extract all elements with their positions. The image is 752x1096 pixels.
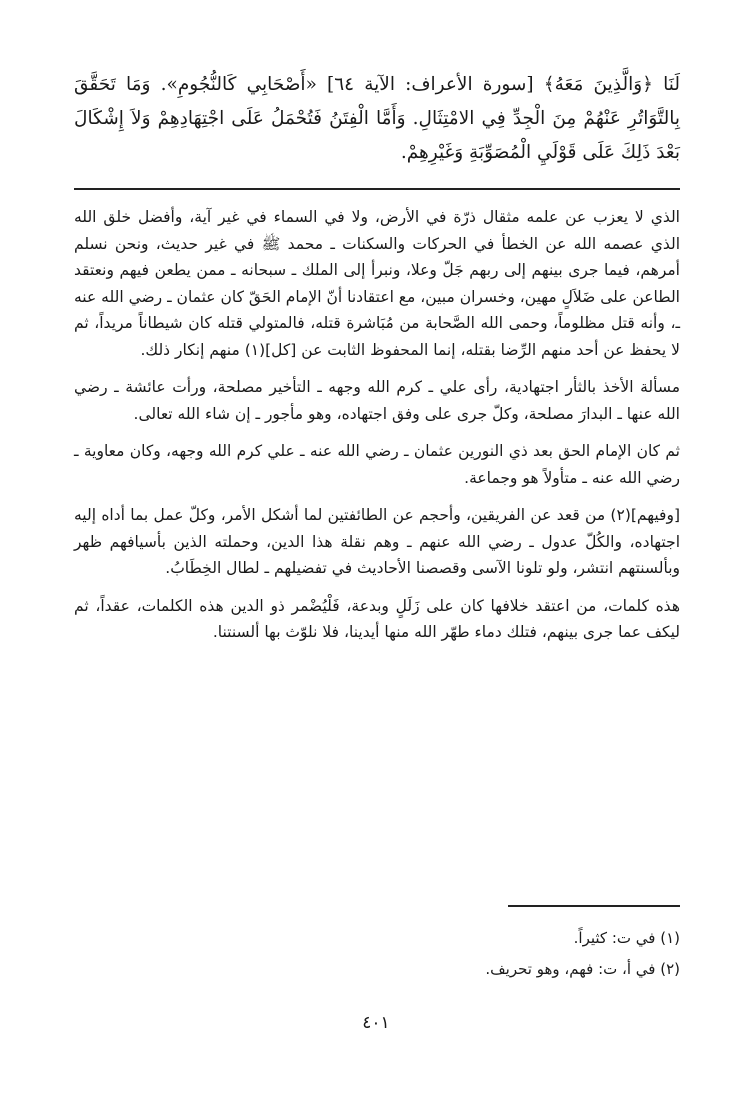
footnote: (٢) في أ، ت: فهم، وهو تحريف. <box>485 960 680 978</box>
commentary-section <box>74 204 680 657</box>
commentary-paragraph: هذه كلمات، من اعتقد خلافها كان على زَلَلٍ وبدعة، فَلْيُضْمر ذو الدين هذه الكلمات، عقداً، ثم ليكف عما جرى بينهم، فتلك دماء طهّر الله منها أيدينا، فلا نلوّث بها ألسنتنا. <box>74 596 680 641</box>
commentary-paragraph: ثم كان الإمام الحق بعد ذي النورين عثمان ـ رضي الله عنه ـ علي كرم الله وجهه، وكان معاوية ـ رضي الله عنه ـ متأولاً هو وجماعة. <box>74 442 680 487</box>
footnote-divider <box>508 905 680 907</box>
footnotes <box>74 923 680 985</box>
commentary-paragraph: الذي لا يعزب عن علمه مثقال ذرّة في الأرض، ولا في السماء في غير آية، وأفضل خلق الله الذي عصمه الله عن الخطأ في الحركات والسكنات ـ محمد ﷺ في غير حديث، ونحن نسلم أمرهم، فيما جرى بينهم إلى ربهم جَلّ وعلا، ونبرأ إلى الملك ـ سبحانه ـ ممن يطعن فيهم ونعتقد الطاعن على ضَلاَلٍ مهين، وخسران مبين، مع اعتقادنا أنّ الإمام الحَقّ كان عثمان ـ رضي الله عنه ـ، وأنه قتل مظلوماً، وحمى الله الصَّحابة من مُبَاشرة قتله، فالمتولي قتله كان شيطاناً مريداً، ثم لا يحفظ عن أحد منهم الرِّضا بقتله، إنما المحفوظ الثابت عن [كل](١) منهم إنكار ذلك. <box>74 208 680 359</box>
commentary-paragraph: [وفيهم](٢) من قعد عن الفريقين، وأحجم عن الطائفتين لما أشكل الأمر، وكلّ عمل بما أداه إليه اجتهاده، والكُلّ عدول ـ رضي الله عنهم ـ وهم نقلة هذا الدين، وحملته الذين بأسيافهم ظهر وبألسنتهم انتشر، ولو تلونا الآسى وقصصنا الأحاديث في تفضيلهم ـ لطال الخِطَابُ. <box>74 506 680 577</box>
footnote: (١) في ت: كثيراً. <box>573 929 680 947</box>
page-number: ٤٠١ <box>362 1013 390 1033</box>
commentary-paragraph: مسألة الأخذ بالثأر اجتهادية، رأى علي ـ كرم الله وجهه ـ التأخير مصلحة، ورأت عائشة ـ رضي الله عنها ـ البدارَ مصلحة، وكلّ جرى على وفق اجتهاده، وهو مأجور ـ إن شاء الله تعالى. <box>74 378 680 423</box>
main-text: لَنَا ﴿وَالَّذِينَ مَعَهُ﴾ [سورة الأعراف: الآية ٦٤] «أَصْحَابِي كَالنُّجُومِ». وَمَا تَحَقَّقَ بِالتَّوَاتُرِ عَنْهُمْ مِنَ الْجِدِّ فِي الامْتِثَالِ. وَأَمَّا الْفِتَنُ فَتُحْمَلُ عَلَى اجْتِهَادِهِمْ وَلاَ إِشْكَالَ بَعْدَ ذَلِكَ عَلَى قَوْلَيِ الْمُصَوِّبَةِ وَغَيْرِهِمْ. <box>74 74 680 163</box>
main-text-divider <box>74 188 680 190</box>
